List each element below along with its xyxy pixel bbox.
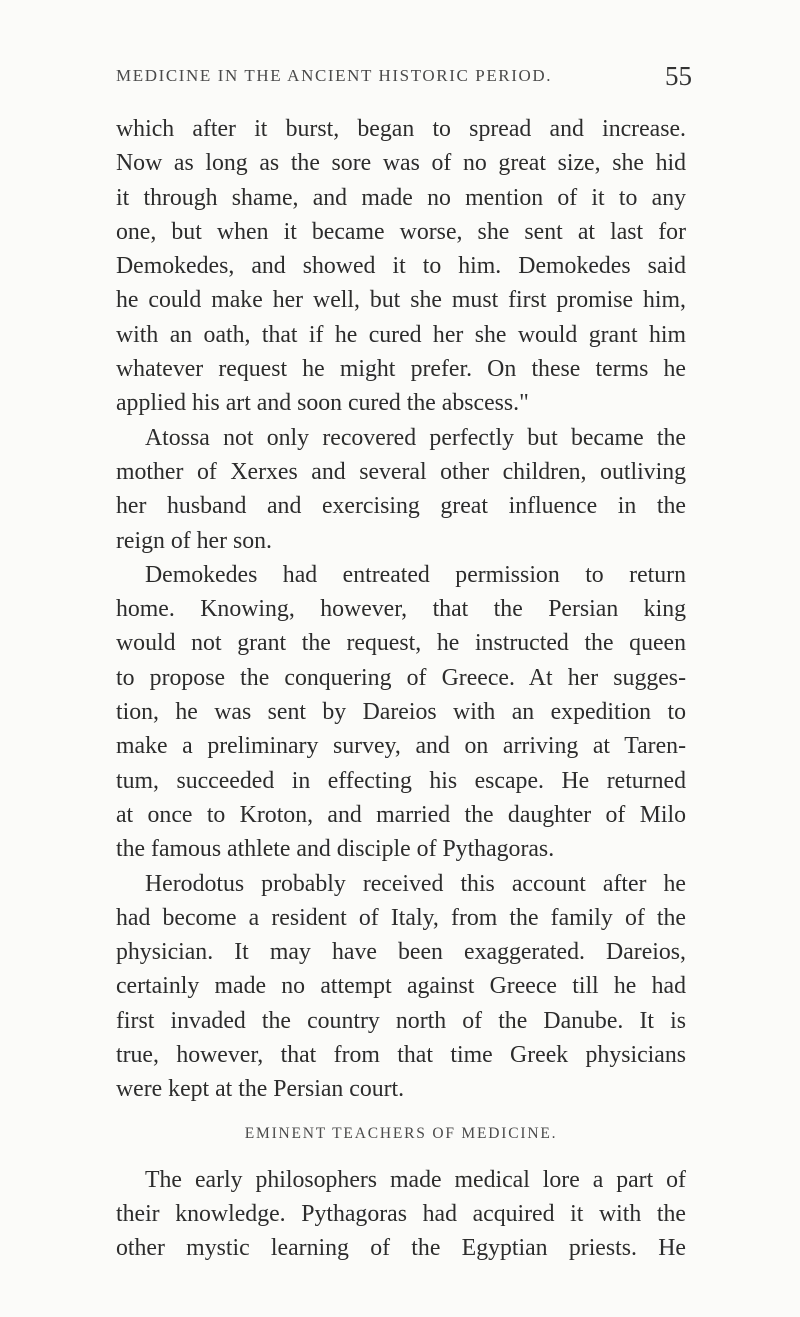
text-line: certainly made no attempt against Greece till he had xyxy=(116,973,686,1000)
text-line: would not grant the request, he instructed the queen xyxy=(116,630,686,657)
text-line: were kept at the Persian court. xyxy=(116,1076,405,1103)
running-title: MEDICINE IN THE ANCIENT HISTORIC PERIOD. xyxy=(116,66,553,85)
body-text xyxy=(116,112,686,1266)
text-line: physician. It may have been exaggerated. Dareios, xyxy=(116,939,686,966)
text-line: The early philosophers made medical lore a part of xyxy=(145,1166,686,1193)
text-line: tum, succeeded in effecting his escape. He returned xyxy=(116,767,686,794)
text-line: mother of Xerxes and several other children, outliving xyxy=(116,458,686,485)
running-header xyxy=(0,62,800,96)
text-line: Atossa not only recovered perfectly but became the xyxy=(145,424,686,451)
text-line: it through shame, and made no mention of it to any xyxy=(116,184,686,211)
text-line: first invaded the country north of the Danube. It is xyxy=(116,1007,686,1034)
page-number: 55 xyxy=(665,61,692,91)
text-line: the famous athlete and disciple of Pythagoras. xyxy=(116,836,555,863)
text-line: Demokedes had entreated permission to return xyxy=(145,561,686,588)
text-line: her husband and exercising great influence in the xyxy=(116,493,686,520)
text-line: to propose the conquering of Greece. At her sugges- xyxy=(116,664,686,691)
text-line: he could make her well, but she must first promise him, xyxy=(116,287,686,314)
text-line: their knowledge. Pythagoras had acquired it with the xyxy=(116,1200,686,1227)
text-line: whatever request he might prefer. On these terms he xyxy=(116,356,686,383)
text-line: at once to Kroton, and married the daughter of Milo xyxy=(116,801,686,828)
text-line: had become a resident of Italy, from the family of the xyxy=(116,904,686,931)
text-line: reign of her son. xyxy=(116,527,272,554)
text-line: one, but when it became worse, she sent at last for xyxy=(116,218,686,245)
text-line: which after it burst, began to spread and increase. xyxy=(116,116,686,142)
text-line: Herodotus probably received this account after he xyxy=(145,870,686,897)
text-line: tion, he was sent by Dareios with an expedition to xyxy=(116,699,686,726)
text-line: Now as long as the sore was of no great size, she hid xyxy=(116,150,686,177)
text-line: true, however, that from that time Greek physicians xyxy=(116,1042,686,1069)
section-heading: EMINENT TEACHERS OF MEDICINE. xyxy=(244,1124,558,1142)
text-line: make a preliminary survey, and on arriving at Taren- xyxy=(116,733,686,760)
text-line: applied his art and soon cured the abscess." xyxy=(116,390,529,417)
text-line: Demokedes, and showed it to him. Demokedes said xyxy=(116,253,686,280)
text-line: other mystic learning of the Egyptian priests. He xyxy=(116,1235,686,1262)
text-line: home. Knowing, however, that the Persian king xyxy=(116,596,686,623)
text-line: with an oath, that if he cured her she would grant him xyxy=(116,321,686,348)
